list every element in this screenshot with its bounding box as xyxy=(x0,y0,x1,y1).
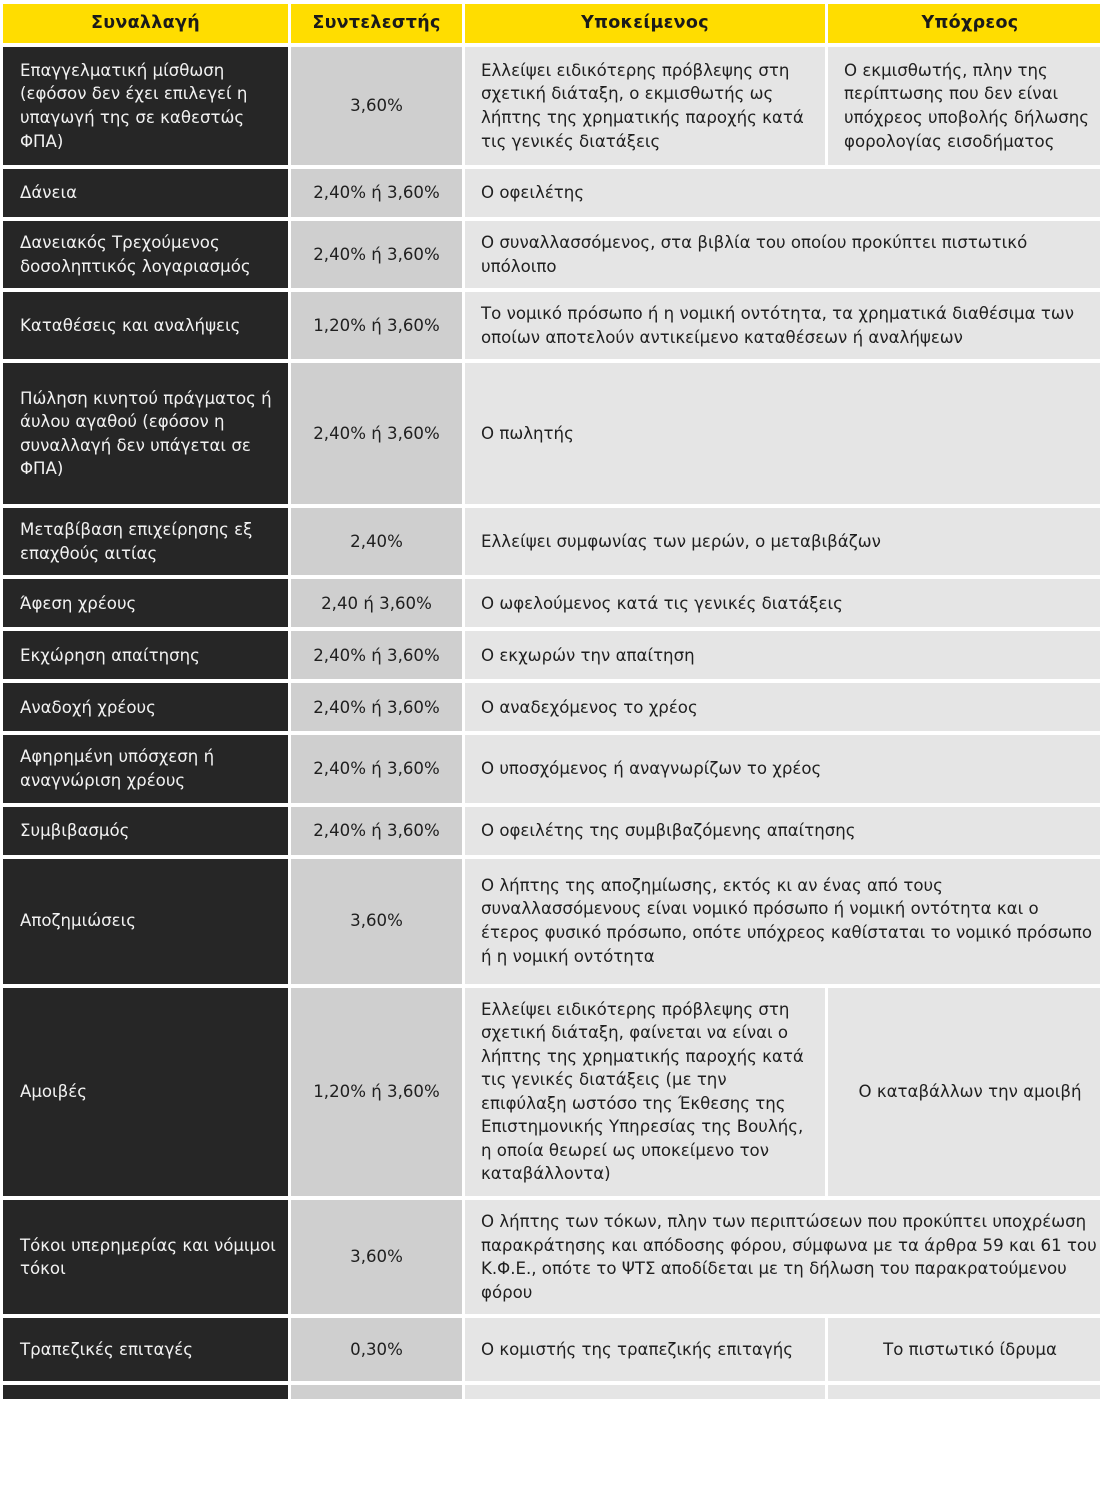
cell-rate xyxy=(291,1385,462,1399)
cell-rate: 2,40% ή 3,60% xyxy=(291,631,462,679)
cell-transaction: Πώληση κινητού πράγματος ή άυλου αγαθού (εφόσον η συναλλαγή δεν υπάγεται σε ΦΠΑ) xyxy=(3,363,288,504)
cell-rate: 2,40% ή 3,60% xyxy=(291,169,462,217)
table-header xyxy=(3,4,1100,43)
cell-rate: 3,60% xyxy=(291,47,462,165)
table-row xyxy=(3,988,1100,1197)
table-body xyxy=(3,47,1100,1399)
table-row xyxy=(3,859,1100,984)
cell-transaction: Δανειακός Τρεχούμενος δοσοληπτικός λογαριασμός xyxy=(3,221,288,288)
cell-subject: Ελλείψει συμφωνίας των μερών, ο μεταβιβάζων xyxy=(465,508,1100,575)
table-row xyxy=(3,735,1100,802)
cell-liable: Ο καταβάλλων την αμοιβή xyxy=(828,988,1100,1197)
cell-liable: Το πιστωτικό ίδρυμα xyxy=(828,1318,1100,1381)
cell-rate: 3,60% xyxy=(291,1200,462,1314)
cell-transaction: Εκχώρηση απαίτησης xyxy=(3,631,288,679)
cell-transaction: Καταθέσεις και αναλήψεις xyxy=(3,292,288,359)
cell-subject: Ο κομιστής της τραπεζικής επιταγής xyxy=(465,1318,825,1381)
table-row xyxy=(3,292,1100,359)
cell-transaction: Συμβιβασμός xyxy=(3,807,288,855)
cell-subject: Ο ωφελούμενος κατά τις γενικές διατάξεις xyxy=(465,579,1100,627)
cell-transaction xyxy=(3,1385,288,1399)
cell-subject: Ελλείψει ειδικότερης πρόβλεψης στη σχετική διάταξη, ο εκμισθωτής ως λήπτης της χρηματικής παροχής κατά τις γενικές διατάξεις xyxy=(465,47,825,165)
cell-transaction: Τραπεζικές επιταγές xyxy=(3,1318,288,1381)
cell-subject: Ο πωλητής xyxy=(465,363,1100,504)
cell-rate: 2,40% ή 3,60% xyxy=(291,221,462,288)
cell-subject: Το νομικό πρόσωπο ή η νομική οντότητα, τα χρηματικά διαθέσιμα των οποίων αποτελούν αντικείμενο καταθέσεων ή αναλήψεων xyxy=(465,292,1100,359)
cell-subject xyxy=(465,1385,825,1399)
table-row xyxy=(3,1318,1100,1381)
cell-subject: Ο υποσχόμενος ή αναγνωρίζων το χρέος xyxy=(465,735,1100,802)
cell-subject: Ο συναλλασσόμενος, στα βιβλία του οποίου προκύπτει πιστωτικό υπόλοιπο xyxy=(465,221,1100,288)
table-row xyxy=(3,508,1100,575)
column-header-transaction: Συναλλαγή xyxy=(3,4,288,43)
table-row xyxy=(3,579,1100,627)
cell-transaction: Αμοιβές xyxy=(3,988,288,1197)
cell-transaction: Αφηρημένη υπόσχεση ή αναγνώριση χρέους xyxy=(3,735,288,802)
table-row xyxy=(3,1200,1100,1314)
cell-rate: 2,40% ή 3,60% xyxy=(291,735,462,802)
cell-rate: 2,40% ή 3,60% xyxy=(291,807,462,855)
table-row xyxy=(3,169,1100,217)
header-row xyxy=(3,4,1100,43)
table-row xyxy=(3,221,1100,288)
cell-transaction: Δάνεια xyxy=(3,169,288,217)
cell-subject: Ο εκχωρών την απαίτηση xyxy=(465,631,1100,679)
column-header-subject: Υποκείμενος xyxy=(465,4,825,43)
cell-subject: Ο αναδεχόμενος το χρέος xyxy=(465,683,1100,731)
cell-subject: Ο λήπτης της αποζημίωσης, εκτός κι αν ένας από τους συναλλασσόμενους είναι νομικό πρόσωπο ή νομική οντότητα και ο έτερος φυσικό πρόσωπο, οπότε υπόχρεος καθίσταται το νομικό πρόσωπο ή η νομική οντότητα xyxy=(465,859,1100,984)
table-row xyxy=(3,683,1100,731)
cell-rate: 2,40% ή 3,60% xyxy=(291,683,462,731)
cell-transaction: Αναδοχή χρέους xyxy=(3,683,288,731)
table-row-clipped xyxy=(3,1385,1100,1399)
cell-rate: 2,40 ή 3,60% xyxy=(291,579,462,627)
cell-subject: Ο οφειλέτης xyxy=(465,169,1100,217)
cell-rate: 3,60% xyxy=(291,859,462,984)
cell-rate: 0,30% xyxy=(291,1318,462,1381)
table-row xyxy=(3,363,1100,504)
cell-rate: 2,40% ή 3,60% xyxy=(291,363,462,504)
cell-rate: 1,20% ή 3,60% xyxy=(291,292,462,359)
cell-liable xyxy=(828,1385,1100,1399)
cell-liable: Ο εκμισθωτής, πλην της περίπτωσης που δεν είναι υπόχρεος υποβολής δήλωσης φορολογίας εισοδήματος xyxy=(828,47,1100,165)
cell-subject: Ο λήπτης των τόκων, πλην των περιπτώσεων που προκύπτει υποχρέωση παρακράτησης και απόδοσης φόρου, σύμφωνα με τα άρθρα 59 και 61 του Κ.Φ.Ε., οπότε το ΨΤΣ αποδίδεται με τη δήλωση του παρακρατούμενου φόρου xyxy=(465,1200,1100,1314)
table-row xyxy=(3,631,1100,679)
table-row xyxy=(3,47,1100,165)
table-row xyxy=(3,807,1100,855)
column-header-liable: Υπόχρεος xyxy=(828,4,1100,43)
column-header-rate: Συντελεστής xyxy=(291,4,462,43)
cell-transaction: Τόκοι υπερημερίας και νόμιμοι τόκοι xyxy=(3,1200,288,1314)
cell-subject: Ο οφειλέτης της συμβιβαζόμενης απαίτησης xyxy=(465,807,1100,855)
cell-transaction: Αποζημιώσεις xyxy=(3,859,288,984)
cell-transaction: Άφεση χρέους xyxy=(3,579,288,627)
cell-transaction: Μεταβίβαση επιχείρησης εξ επαχθούς αιτίας xyxy=(3,508,288,575)
cell-transaction: Επαγγελματική μίσθωση (εφόσον δεν έχει επιλεγεί η υπαγωγή της σε καθεστώς ΦΠΑ) xyxy=(3,47,288,165)
cell-subject: Ελλείψει ειδικότερης πρόβλεψης στη σχετική διάταξη, φαίνεται να είναι ο λήπτης της χρηματικής παροχής κατά τις γενικές διατάξεις (με την επιφύλαξη ωστόσο της Έκθεσης της Επιστημονικής Υπηρεσίας της Βουλής, η οποία θεωρεί ως υποκείμενο τον καταβάλλοντα) xyxy=(465,988,825,1197)
cell-rate: 1,20% ή 3,60% xyxy=(291,988,462,1197)
cell-rate: 2,40% xyxy=(291,508,462,575)
